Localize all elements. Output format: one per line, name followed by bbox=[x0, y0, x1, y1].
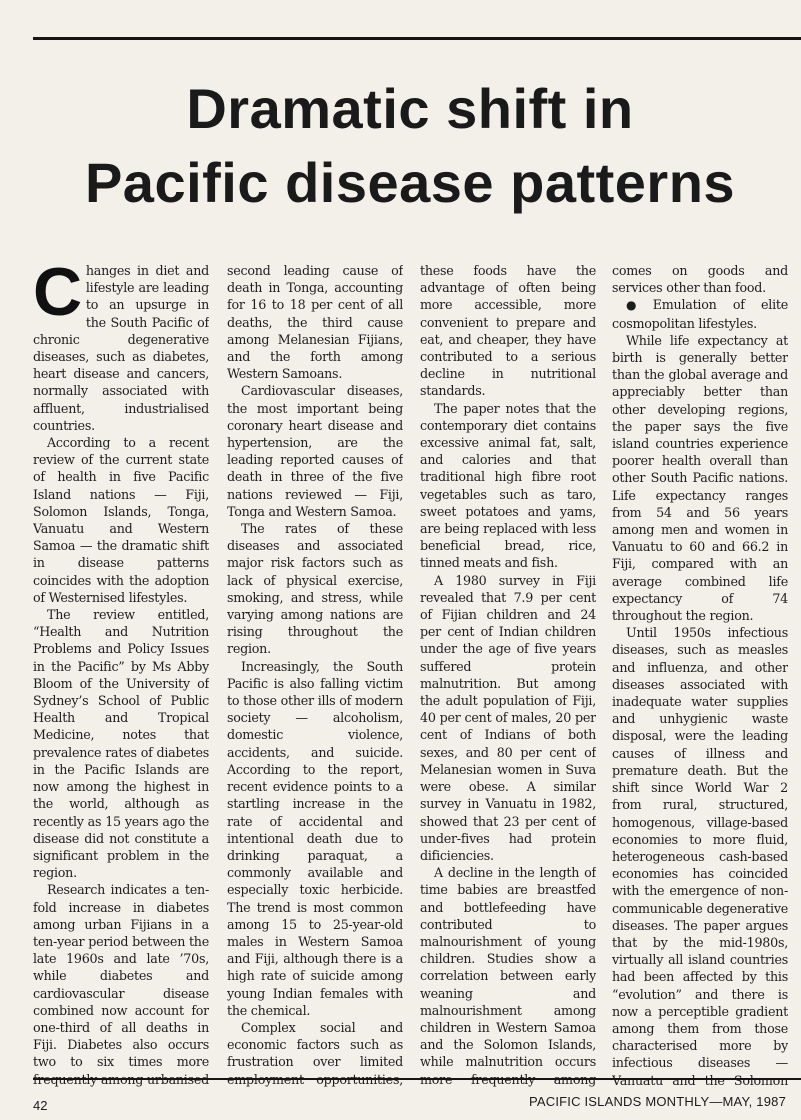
paragraph: While life expectancy at birth is generally better than the global average and appreciably better than other developing regions, the paper says the five island countries experience poorer health overall than other South Pacific nations. Life expectancy ranges from 54 and 56 years among men and women in Vanuatu to 60 and 66.2 in Fiji, compared with an average combined life expectancy of 74 throughout the region. bbox=[612, 332, 788, 624]
page-number: 42 bbox=[33, 1098, 48, 1113]
column-3 bbox=[420, 262, 596, 1087]
paragraph: The review entitled, “Health and Nutrition Problems and Policy Issues in the Pacific” by Ms Abby Bloom of the University of Sydney’s School of Public Health and Tropical Medicine, notes that prevalence rates of diabetes in the Pacific Islands are now among the highest in the world, although as recently as 15 years ago the disease did not constitute a significant problem in the region. bbox=[33, 607, 209, 881]
title-line-2: Pacific disease patterns bbox=[84, 151, 736, 214]
paragraph: these foods have the advantage of often being more accessible, more convenient to prepare and eat, and cheaper, they have contributed to a serious decline in nutritional standards. bbox=[420, 263, 596, 399]
title-line-1: Dramatic shift in bbox=[186, 77, 634, 140]
paragraph: second leading cause of death in Tonga, accounting for 16 to 18 per cent of all deaths, the third cause among Melanesian Fijians, and the forth among Western Samoans. bbox=[227, 263, 403, 382]
paragraph: Research indicates a ten-fold increase in diabetes among urban Fijians in a ten-year period between the late 1960s and late ’70s, while diabetes and cardiovascular disease combined now account for one-third of all deaths in Fiji. Diabetes also occurs two to six times more bbox=[33, 882, 209, 1070]
column-1 bbox=[33, 262, 209, 1087]
paragraph: The paper notes that the contemporary diet contains excessive animal fat, salt, and calories and that traditional high fibre root vegetables such as taro, sweet potatoes and yams, are being replaced with less beneficial bread, rice, tinned meats and fish. bbox=[420, 400, 596, 571]
paragraph: A decline in the length of time babies are breastfed and bottlefeeding have contributed to malnourishment of young children. Studies show a correlation between early weaning and malnourishment among children in Western Samoa and the Solomon Islands, while malnutrition occurs bbox=[420, 865, 596, 1070]
bottom-rule bbox=[33, 1078, 801, 1080]
article-title bbox=[40, 72, 780, 220]
paragraph: Until 1950s infectious diseases, such as measles and influenza, and other diseases associated with inadequate water supplies and unhygienic waste disposal, were the leading causes of illness and premature death. But the shift since World War 2 from rural, structured, homogenous, village-based economies to more fluid, heterogeneous cash-based economies has coincided with the emergence of non-communicable degenerative diseases. The paper argues that by the mid-1980s, virtually all island countries had been affected by this “evolution” and there is now a perceptible gradient among them from those characterised more by infectious diseases — bbox=[612, 625, 788, 1071]
column-4 bbox=[612, 262, 788, 1087]
paragraph-text: hanges in diet and lifestyle are leading to an upsurge in the South Pacific of chronic degenerative diseases, such as diabetes, heart disease and cancers, normally associated with affluent, industrialised countries. bbox=[33, 263, 209, 433]
bullet-text: Emulation of elite cosmopolitan lifestyles. bbox=[612, 297, 788, 331]
lead-paragraph bbox=[33, 262, 209, 434]
top-rule bbox=[33, 37, 801, 40]
paragraph: Cardiovascular diseases, the most important being coronary heart disease and hypertension, are the leading reported causes of death in three of the five nations reviewed — Fiji, Tonga and Western Samoa. bbox=[227, 383, 403, 519]
bullet-icon: ● bbox=[626, 298, 649, 313]
publication-footer: PACIFIC ISLANDS MONTHLY—MAY, 1987 bbox=[528, 1094, 786, 1109]
column-2 bbox=[227, 262, 403, 1087]
paragraph: Increasingly, the South Pacific is also falling victim to those other ills of modern society — alcoholism, domestic violence, accidents, and suicide. According to the report, recent evidence points to a startling increase in the rate of accidental and intentional death due to drinking paraquat, a commonly available and especially toxic herbicide. The trend is most common among 15 to 25-year-old males in Western Samoa and Fiji, although there is a high rate of suicide among young Indian females with the chemical. bbox=[227, 658, 403, 1018]
drop-cap: C bbox=[33, 262, 82, 330]
paragraph: Complex social and economic factors such as frustration over limited bbox=[227, 1019, 403, 1070]
paragraph: A 1980 survey in Fiji revealed that 7.9 per cent of Fijian children and 24 per cent of Indian children under the age of five years suffered protein malnutrition. But among the adult population of Fiji, 40 per cent of males, 20 per cent of Indians of both sexes, and 80 per cent of Melanesian women in Suva were obese. A similar survey in Vanuatu in 1982, showed that 23 per cent of under-fives had protein dificiencies. bbox=[420, 572, 596, 863]
bullet-item bbox=[612, 296, 788, 331]
paragraph: comes on goods and services other than food. bbox=[612, 263, 788, 296]
paragraph: The rates of these diseases and associated major risk factors such as lack of physical exercise, smoking, and stress, while varying among nations are rising throughout the region. bbox=[227, 521, 403, 657]
paragraph: According to a recent review of the current state of health in five Pacific Island nations — Fiji, Solomon Islands, Tonga, Vanuatu and Western Samoa — the dramatic shift in disease patterns coincides with the adoption of Westernised lifestyles. bbox=[33, 435, 209, 605]
